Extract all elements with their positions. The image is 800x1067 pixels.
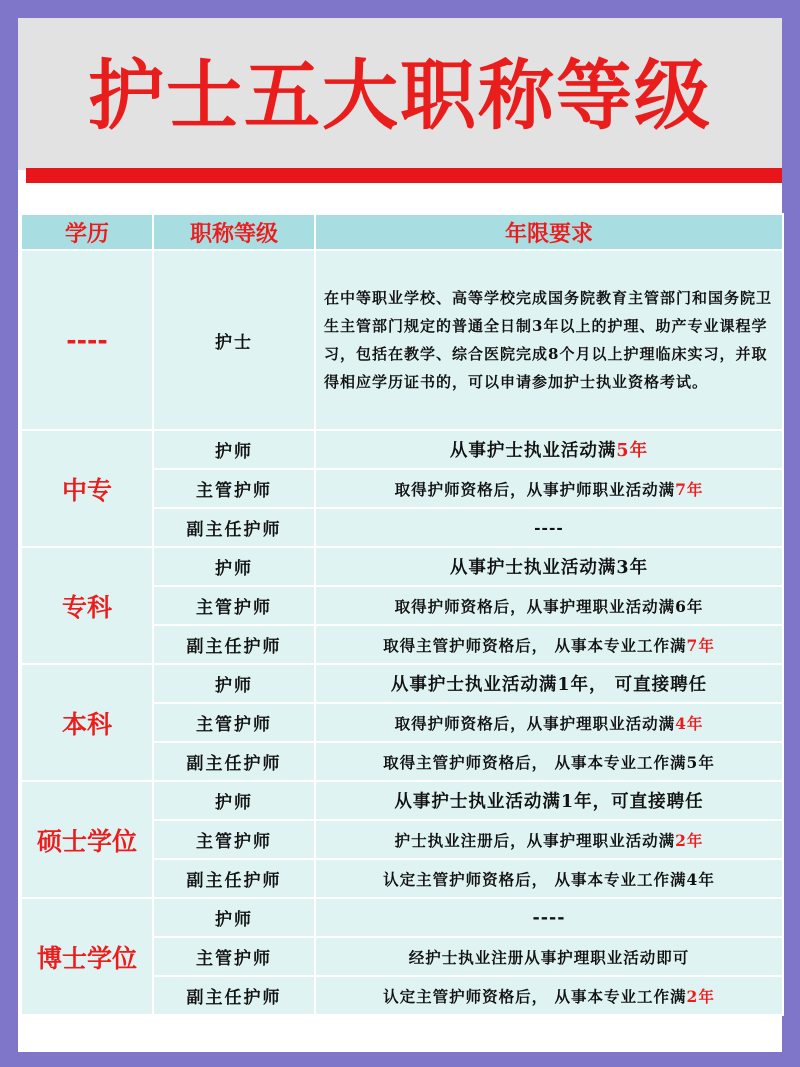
table-row [21,664,783,703]
level-cell: 护师 [153,898,315,937]
education-cell: 博士学位 [21,898,153,1015]
requirement-cell [315,703,783,742]
requirement-highlight: 2年 [686,986,715,1006]
requirement-text: 取得主管护师资格后， 从事本专业工作满 [383,635,687,655]
level-cell: 副主任护师 [153,859,315,898]
header-level: 职称等级 [153,214,315,250]
table-row [21,781,783,820]
level-cell: 主管护师 [153,820,315,859]
level-cell: 副主任护师 [153,742,315,781]
requirement-cell [315,664,783,703]
requirement-cell [315,625,783,664]
header-education: 学历 [21,214,153,250]
requirement-cell [315,430,783,469]
requirement-text: 从事护士执业活动满1年，可直接聘任 [394,792,704,812]
level-cell: 主管护师 [153,469,315,508]
table-row [21,547,783,586]
requirement-highlight: 7年 [675,479,704,499]
title-underline [26,168,782,183]
requirement-text: 护士执业注册后，从事护理职业活动满 [394,830,676,850]
requirement-text: 取得护师资格后，从事护师职业活动满 [394,479,676,499]
requirement-text: ---- [534,518,564,537]
table-row [21,898,783,937]
requirement-highlight: 5年 [616,441,649,461]
requirement-text: 经护士执业注册从事护理职业活动即可 [408,947,690,967]
level-cell: 主管护师 [153,586,315,625]
requirement-cell [315,781,783,820]
requirement-text: 从事护士执业活动满3年 [449,558,649,578]
requirement-cell [315,742,783,781]
level-cell: 主管护师 [153,703,315,742]
education-cell: 专科 [21,547,153,664]
table-row [21,430,783,469]
nurse-row [21,250,783,430]
requirement-highlight: 2年 [675,830,704,850]
education-cell: ---- [21,250,153,430]
requirement-cell [315,586,783,625]
requirement-cell [315,898,783,937]
education-cell: 硕士学位 [21,781,153,898]
level-cell: 副主任护师 [153,508,315,547]
requirement-highlight: 4年 [675,713,704,733]
requirement-cell [315,859,783,898]
level-cell: 护师 [153,547,315,586]
requirement-highlight: 7年 [686,635,715,655]
requirement-cell [315,976,783,1015]
level-cell: 护师 [153,781,315,820]
level-cell: 副主任护师 [153,625,315,664]
education-cell: 中专 [21,430,153,547]
requirement-cell [315,508,783,547]
level-cell: 护师 [153,430,315,469]
table-header-row [21,214,783,250]
level-cell: 护师 [153,664,315,703]
requirement-text: 从事护士执业活动满 [449,441,617,461]
rank-table [20,213,784,1016]
requirement-text: 取得主管护师资格后， 从事本专业工作满5年 [383,752,715,772]
education-cell: 本科 [21,664,153,781]
requirement-text: 从事护士执业活动满1年， 可直接聘任 [390,675,708,695]
requirement-text: 认定主管护师资格后， 从事本专业工作满 [383,986,687,1006]
page-title: 护士五大职称等级 [88,51,712,140]
level-cell: 主管护师 [153,937,315,976]
requirement-description: 在中等职业学校、高等学校完成国务院教育主管部门和国务院卫生主管部门规定的普通全日制3年以上的护理、助产专业课程学习，包括在教学、综合医院完成8个月以上护理临床实习，并取得相应学历证书的，可以申请参加护士执业资格考试。 [315,250,783,430]
requirement-cell [315,820,783,859]
header-requirement: 年限要求 [315,214,783,250]
requirement-text: 取得护师资格后，从事护理职业活动满 [394,713,676,733]
requirement-cell [315,937,783,976]
level-cell: 护士 [153,250,315,430]
requirement-cell [315,469,783,508]
requirement-text: ---- [532,907,566,928]
requirement-text: 取得护师资格后，从事护理职业活动满6年 [394,596,704,616]
level-cell: 副主任护师 [153,976,315,1015]
poster-card [18,18,782,1052]
requirement-text: 认定主管护师资格后， 从事本专业工作满4年 [383,869,715,889]
requirement-cell [315,547,783,586]
